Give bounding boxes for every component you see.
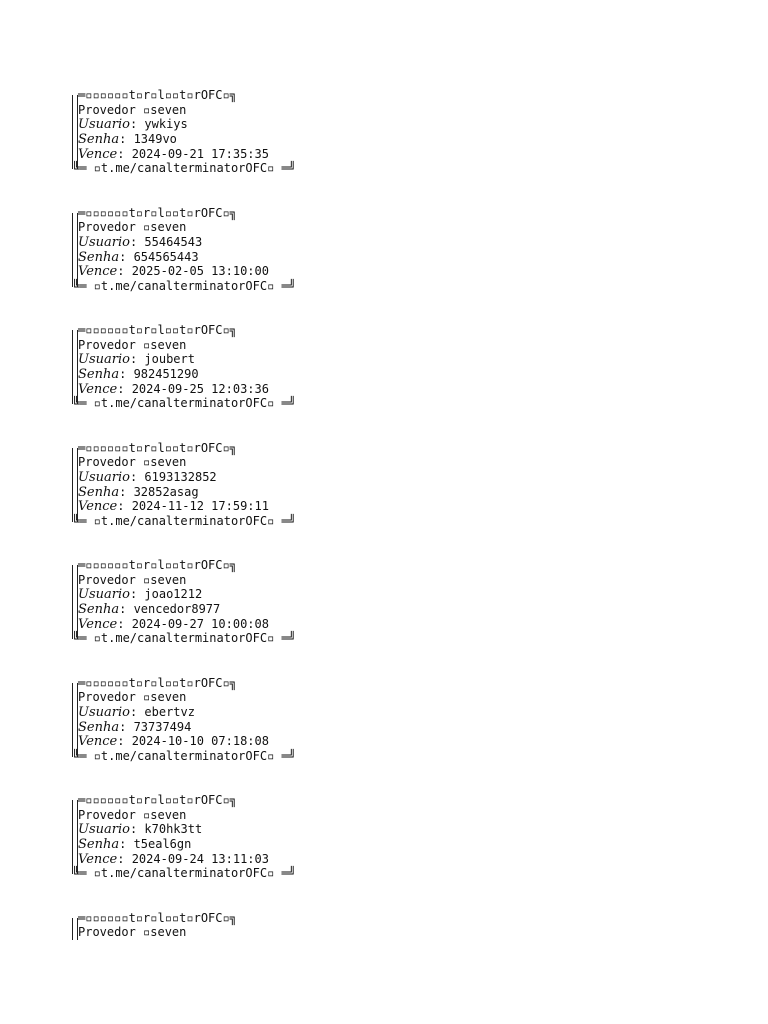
block-header: ═▫▫▫▫▫▫t▫r▫l▫▫t▫rOFC▫╗ xyxy=(78,910,237,925)
expires-value: 2024-10-10 07:18:08 xyxy=(131,734,269,749)
user-value: 6193132852 xyxy=(144,469,217,484)
user-value: k70hk3tt xyxy=(144,822,203,837)
provider-line xyxy=(72,103,312,118)
expires-label: Vence xyxy=(78,381,118,397)
provider-line xyxy=(72,338,312,353)
provider-label: Provedor xyxy=(78,102,136,117)
provider-label: Provedor xyxy=(78,337,136,352)
pass-label: Senha xyxy=(78,367,120,383)
pass-label: Senha xyxy=(78,719,120,735)
user-line: Usuario: ywkiys xyxy=(78,117,188,133)
provider-label: Provedor xyxy=(78,925,136,940)
expires-value: 2024-11-12 17:59:11 xyxy=(131,499,269,514)
pass-line: Senha: vencedor8977 xyxy=(78,602,221,618)
user-line: Usuario: joao1212 xyxy=(78,587,203,603)
provider-label: Provedor xyxy=(78,455,136,470)
pass-label: Senha xyxy=(78,249,120,265)
user-value: ebertvz xyxy=(144,704,195,719)
user-label: Usuario xyxy=(78,704,130,720)
provider-value: ▫seven xyxy=(143,807,187,822)
expires-value: 2024-09-24 13:11:03 xyxy=(131,851,269,866)
user-label: Usuario xyxy=(78,234,130,250)
user-label: Usuario xyxy=(78,822,130,838)
left-frame xyxy=(72,800,78,874)
user-value: joao1212 xyxy=(144,587,203,602)
block-header: ═▫▫▫▫▫▫t▫r▫l▫▫t▫rOFC▫╗ xyxy=(78,558,237,572)
pass-label: Senha xyxy=(78,602,120,618)
block-header: ═▫▫▫▫▫▫t▫r▫l▫▫t▫rOFC▫╗ xyxy=(78,205,237,220)
user-label: Usuario xyxy=(78,469,130,485)
left-frame xyxy=(72,448,78,522)
block-footer: ╚═ ▫t.me/canalterminatorOFC▫ ═╝ xyxy=(72,161,296,176)
block-header: ═▫▫▫▫▫▫t▫r▫l▫▫t▫rOFC▫╗ xyxy=(78,675,237,690)
block-footer: ╚═ ▫t.me/canalterminatorOFC▫ ═╝ xyxy=(72,631,296,646)
expires-line: Vence: 2024-09-24 13:11:03 xyxy=(78,851,269,867)
expires-value: 2024-09-21 17:35:35 xyxy=(131,146,269,161)
user-line: Usuario: joubert xyxy=(78,352,195,368)
expires-label: Vence xyxy=(78,851,118,867)
provider-value: ▫seven xyxy=(143,337,187,352)
credential-block xyxy=(72,911,312,940)
user-line: Usuario: 6193132852 xyxy=(78,469,217,485)
user-value: ywkiys xyxy=(144,117,188,132)
user-label: Usuario xyxy=(78,352,130,368)
block-footer: ╚═ ▫t.me/canalterminatorOFC▫ ═╝ xyxy=(72,278,296,293)
pass-value: 1349vo xyxy=(133,132,177,147)
credential-block xyxy=(72,558,312,646)
pass-label: Senha xyxy=(78,132,120,148)
user-value: joubert xyxy=(144,352,195,367)
left-frame xyxy=(72,330,78,404)
credential-block xyxy=(72,441,312,529)
provider-line xyxy=(72,690,312,705)
provider-line xyxy=(72,455,312,470)
provider-line xyxy=(72,808,312,823)
pass-value: 32852asag xyxy=(133,484,199,499)
provider-label: Provedor xyxy=(78,572,136,587)
left-frame xyxy=(72,95,78,169)
expires-value: 2025-02-05 13:10:00 xyxy=(131,264,269,279)
expires-line: Vence: 2024-09-21 17:35:35 xyxy=(78,146,269,162)
provider-label: Provedor xyxy=(78,690,136,705)
pass-label: Senha xyxy=(78,484,120,500)
expires-line: Vence: 2025-02-05 13:10:00 xyxy=(78,264,269,280)
provider-value: ▫seven xyxy=(143,690,187,705)
user-line: Usuario: k70hk3tt xyxy=(78,822,203,838)
pass-value: 982451290 xyxy=(133,367,199,382)
provider-line xyxy=(72,220,312,235)
pass-line: Senha: t5eal6gn xyxy=(78,837,192,853)
block-header: ═▫▫▫▫▫▫t▫r▫l▫▫t▫rOFC▫╗ xyxy=(78,323,237,337)
pass-value: 73737494 xyxy=(133,719,192,734)
pass-line: Senha: 32852asag xyxy=(78,484,199,500)
user-line: Usuario: ebertvz xyxy=(78,704,195,720)
expires-label: Vence xyxy=(78,264,118,280)
credential-block xyxy=(72,793,312,881)
provider-value: ▫seven xyxy=(143,455,187,470)
pass-label: Senha xyxy=(78,837,120,853)
pass-value: vencedor8977 xyxy=(133,602,221,617)
expires-line: Vence: 2024-09-25 12:03:36 xyxy=(78,381,269,397)
user-label: Usuario xyxy=(78,587,130,603)
provider-value: ▫seven xyxy=(143,102,187,117)
provider-line xyxy=(72,573,312,588)
block-footer: ╚═ ▫t.me/canalterminatorOFC▫ ═╝ xyxy=(72,513,296,528)
user-label: Usuario xyxy=(78,117,130,133)
credential-block xyxy=(72,676,312,764)
left-frame xyxy=(72,565,78,639)
provider-value: ▫seven xyxy=(143,925,187,940)
credential-block xyxy=(72,206,312,294)
expires-line: Vence: 2024-10-10 07:18:08 xyxy=(78,734,269,750)
expires-label: Vence xyxy=(78,146,118,162)
pass-value: 654565443 xyxy=(133,249,199,264)
expires-line: Vence: 2024-09-27 10:00:08 xyxy=(78,616,269,632)
expires-line: Vence: 2024-11-12 17:59:11 xyxy=(78,499,269,515)
left-frame xyxy=(72,683,78,757)
pass-line: Senha: 1349vo xyxy=(78,132,177,148)
left-frame xyxy=(72,213,78,287)
credential-block xyxy=(72,88,312,176)
block-header: ═▫▫▫▫▫▫t▫r▫l▫▫t▫rOFC▫╗ xyxy=(78,440,237,455)
expires-label: Vence xyxy=(78,734,118,750)
block-header: ═▫▫▫▫▫▫t▫r▫l▫▫t▫rOFC▫╗ xyxy=(78,88,237,102)
credential-block xyxy=(72,323,312,411)
provider-value: ▫seven xyxy=(143,220,187,235)
user-value: 55464543 xyxy=(144,234,203,249)
block-footer: ╚═ ▫t.me/canalterminatorOFC▫ ═╝ xyxy=(72,866,296,881)
expires-label: Vence xyxy=(78,499,118,515)
pass-line: Senha: 73737494 xyxy=(78,719,192,735)
block-footer: ╚═ ▫t.me/canalterminatorOFC▫ ═╝ xyxy=(72,396,296,411)
user-line: Usuario: 55464543 xyxy=(78,234,203,250)
expires-label: Vence xyxy=(78,616,118,632)
provider-value: ▫seven xyxy=(143,572,187,587)
provider-line xyxy=(72,925,312,940)
pass-line: Senha: 982451290 xyxy=(78,367,199,383)
expires-value: 2024-09-25 12:03:36 xyxy=(131,381,269,396)
pass-value: t5eal6gn xyxy=(133,837,192,852)
provider-label: Provedor xyxy=(78,220,136,235)
expires-value: 2024-09-27 10:00:08 xyxy=(131,616,269,631)
left-frame xyxy=(72,918,78,940)
block-footer: ╚═ ▫t.me/canalterminatorOFC▫ ═╝ xyxy=(72,748,296,763)
pass-line: Senha: 654565443 xyxy=(78,249,199,265)
block-header: ═▫▫▫▫▫▫t▫r▫l▫▫t▫rOFC▫╗ xyxy=(78,793,237,807)
provider-label: Provedor xyxy=(78,807,136,822)
